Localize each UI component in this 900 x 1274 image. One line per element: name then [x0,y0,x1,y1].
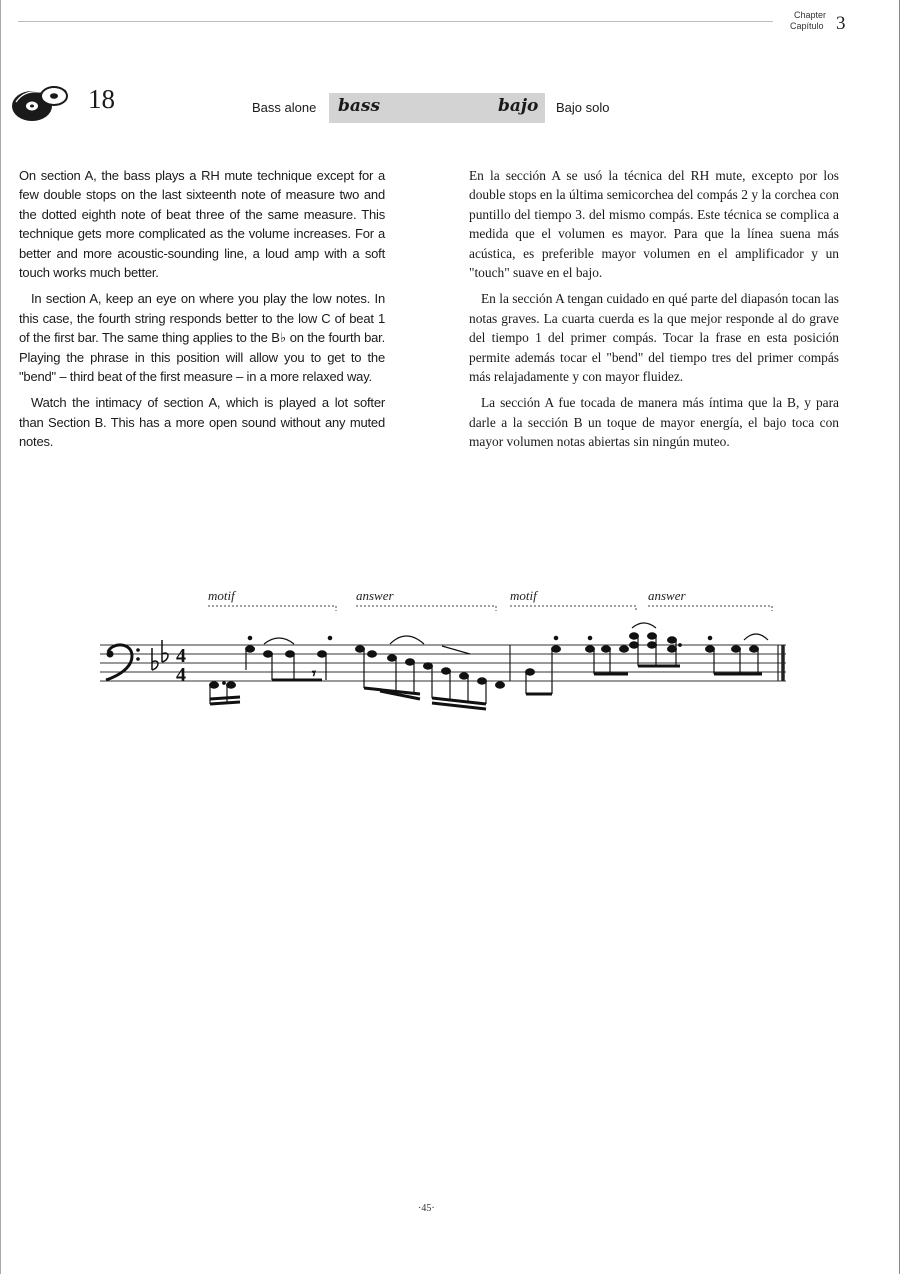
phrase-brackets [208,606,772,611]
track-number: 18 [88,84,115,114]
motif-label: motif [510,588,537,603]
page-number: ·45· [418,1203,435,1214]
spanish-paragraph: En la sección A se usó la técnica del RH mute, excepto por los double stops en la última semicorchea del compás 2 y la corchea con puntillo del tiempo 3. del mismo compás. Este técnica se complica a medida que el volumen es mayor. Para que la línea suena más acústica, es preferible mayor volumen en el amplificador y un "touch" suave en el bajo. [469,168,839,281]
english-paragraph: In section A, keep an eye on where you play the low notes. In this case, the fourth string responds better to the low C of beat 1 of the first bar. The same thing applies to the B♭ on the fourth bar. Playing the phrase in this position will allow you to get to the "bend" – third beat of the first measure – in a more relaxed way. [19,291,385,385]
answer-label: answer [648,588,686,603]
answer-label: answer [356,588,394,603]
cd-play-icon [10,82,74,122]
motif-label: motif [208,588,235,603]
chapter-label-es: Capítulo [790,21,824,31]
spanish-paragraph: La sección A fue tocada de manera más íntima que la B, y para darle a la sección B un toque de mayor energía, el bajo toca con mayor volumen notas abiertas sin ningún muteo. [469,395,839,450]
measure-2-notes [526,623,769,694]
english-paragraph: Watch the intimacy of section A, which is played a lot softer than Section B. This has a more open sound without any muted notes. [19,395,385,450]
bass-alone-label: Bass alone [252,100,317,115]
english-column [19,166,385,459]
english-paragraph: On section A, the bass plays a RH mute technique except for a few double stops on the last sixteenth note of measure two and the dotted eighth note of beat three of the same measure. This technique gets more complicated as the volume increases. For a better and more acoustic-sounding line, a loud amp with a soft touch works much better. [19,168,385,281]
chapter-number: 3 [836,13,846,34]
time-signature-top: 4 [176,645,186,667]
bass-clef-icon [106,645,140,680]
bajo-solo-label: Bajo solo [556,100,610,115]
spanish-paragraph: En la sección A tengan cuidado en qué parte del diapasón tocan las notas graves. La cuarta cuerda es la que mejor responde al do grave del tiempo 1 del primer compás. Tocar la frase en esta posición permite además tocar el "bend" del tiempo tres del primer compás más relajadamente y con mayor fluidez. [469,291,839,385]
instrument-name-en: bass [338,96,381,116]
time-signature-bottom: 4 [176,664,186,686]
spanish-column [469,166,839,459]
staff-lines [100,645,786,681]
instrument-name-es: bajo [498,96,539,116]
music-score [0,570,900,730]
chapter-marker [782,8,882,38]
header-rule [18,21,773,22]
svg-text:𝄾: 𝄾 [312,666,316,682]
chapter-label-en: Chapter [794,10,827,20]
